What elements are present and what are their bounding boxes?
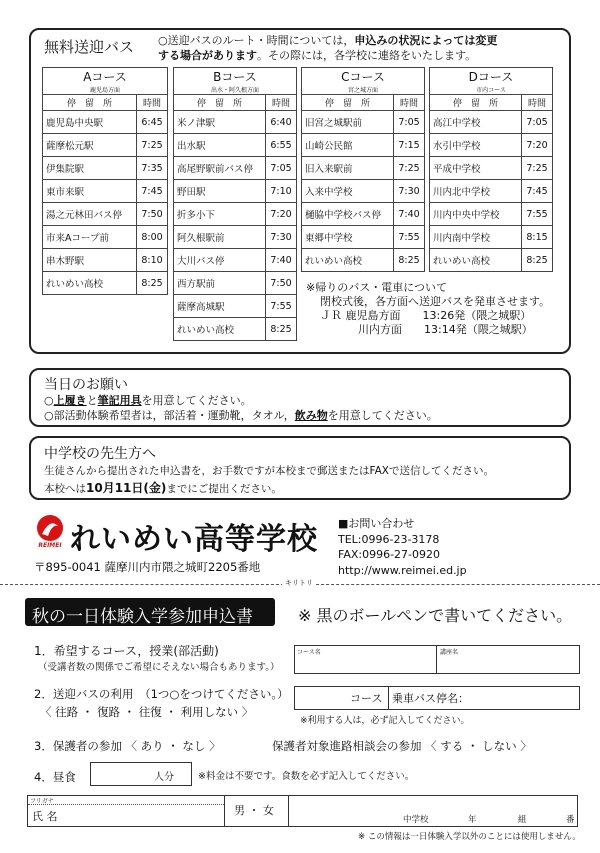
stop-row [174,249,297,272]
stop-row [174,157,297,180]
stop-name: 西方駅前 [174,272,266,295]
stop-row [302,203,425,226]
stop-name: 鹿児島中央駅 [43,111,137,134]
q2-options[interactable]: 〈 往路 ・ 復路 ・ 往復 ・ 利用しない 〉 [40,705,254,719]
stop-time: 8:25 [137,272,168,295]
stop-time: 7:25 [394,157,425,180]
stop-row [302,111,425,134]
stop-name: 山崎公民館 [302,134,394,157]
stop-row [174,111,297,134]
stop-time: 8:25 [522,249,553,272]
stop-time: 7:20 [266,203,297,226]
stop-row [302,180,425,203]
stop-name: 樋脇中学校バス停 [302,203,394,226]
q2-label: 2．送迎バスの利用 （1つ○をつけてください。） [34,687,289,701]
contact-info: ■お問い合わせ TEL:0996-23-3178 FAX:0996-27-0920 http://www.reimei.ed.jp [338,517,467,577]
stop-name: 平成中学校 [430,157,522,180]
stop-row [43,203,168,226]
form-title: 秋の一日体験入学参加申込書 [32,607,253,627]
stop-name: 薩摩松元駅 [43,134,137,157]
stop-row [174,226,297,249]
gender-options[interactable]: 男 ・ 女 [234,804,274,817]
bus-note: ※利用する人は，必ず記入してください。 [300,716,470,726]
bus-stop-divider [388,686,389,709]
stop-row [43,226,168,249]
stop-time: 7:50 [266,272,297,295]
stop-name: 川内中央中学校 [430,203,522,226]
stop-name: 薩摩高城駅 [174,295,266,318]
bus-table-course-a [42,67,168,295]
stop-name: れいめい高校 [430,249,522,272]
stop-row [174,318,297,341]
stop-time: 8:00 [137,226,168,249]
stop-time: 8:10 [137,249,168,272]
stop-row [302,134,425,157]
name-field[interactable] [27,795,578,827]
stop-name: 旧入来駅前 [302,157,394,180]
lunch-unit: 人分 [154,772,174,783]
q1-label: 1．希望するコース，授業(部活動) [34,644,219,658]
stop-row [174,295,297,318]
stop-row [430,134,553,157]
stop-name: 東郷中学校 [302,226,394,249]
stop-time: 7:25 [137,134,168,157]
stop-name: 市来Aコープ前 [43,226,137,249]
stop-time: 8:15 [522,226,553,249]
bus-table-course-b [173,67,297,341]
course-direction: 市内コース [430,85,553,95]
request-line-2: ○部活動体験希望者は，部活着・運動靴，タオル，飲み物を用意してください。 [44,409,438,422]
name-field-furigana-line [28,804,224,805]
name-field-divider-1 [224,795,225,826]
number-label: 番 [566,815,575,825]
stop-header: 停 留 所 [430,95,522,111]
year-label: 年 [468,815,477,825]
stop-time: 7:45 [522,180,553,203]
class-name-label: 講座名 [440,649,459,656]
privacy-note: ※ この情報は一日体験入学以外のことには使用しません。 [358,832,581,842]
stop-time: 7:15 [394,134,425,157]
return-info: ※帰りのバス・電車について 閉校式後，各方面へ送迎バスを発車させます。 ＪＲ 鹿児島方面 13:26発（隈之城駅） 川内方面 13:14発（隈之城駅） [306,281,551,336]
stop-time: 7:05 [266,157,297,180]
stop-time: 7:30 [394,180,425,203]
stop-time: 6:40 [266,111,297,134]
stop-name: れいめい高校 [302,249,394,272]
stop-row [43,134,168,157]
q1-note: （受講者数の関係でご希望にそえない場合もあります。） [38,662,280,673]
stop-name: 川内南中学校 [430,226,522,249]
lunch-note: ※料金は不要です。食数を必ず記入してください。 [198,771,415,782]
stop-row [43,272,168,295]
stop-time: 6:45 [137,111,168,134]
stop-name: 高江中学校 [430,111,522,134]
stop-time: 7:55 [522,203,553,226]
cut-line-label: キリトリ [282,578,316,588]
jhs-label: 中学校 [403,815,429,825]
school-logo-text: REIMEI [38,542,62,549]
course-label: コース [350,692,383,705]
stop-time: 7:55 [266,295,297,318]
stop-header: 停 留 所 [174,95,266,111]
bus-table-course-d [429,67,553,272]
furigana-label: フリガナ [30,798,54,805]
stop-row [174,272,297,295]
stop-name: 川内北中学校 [430,180,522,203]
teachers-title: 中学校の先生方へ [44,446,156,462]
stop-name: 入来中学校 [302,180,394,203]
stop-row [43,111,168,134]
course-name: Bコース [174,68,297,86]
stop-name: れいめい高校 [43,272,137,295]
stop-row [302,249,425,272]
stop-row [430,111,553,134]
stop-row [43,180,168,203]
stop-name: 水引中学校 [430,134,522,157]
school-address: 〒895-0041 薩摩川内市隈之城町2205番地 [34,560,261,574]
stop-row [43,157,168,180]
stop-header: 停 留 所 [302,95,394,111]
course-field[interactable] [294,645,580,674]
stop-name: 大川バス停 [174,249,266,272]
class-label: 組 [518,815,527,825]
request-line-1: ○上履きと筆記用具を用意してください。 [44,394,252,407]
lunch-field[interactable] [90,762,192,786]
course-field-divider [436,645,437,673]
course-name: Aコース [43,68,168,86]
stop-name: 折多小下 [174,203,266,226]
school-name: れいめい高等学校 [70,522,318,557]
bus-title: 無料送迎バス [44,38,135,56]
stop-time: 7:40 [266,249,297,272]
pen-note: ※ 黒のボールペンで書いてください。 [298,606,573,625]
stop-name: 串木野駅 [43,249,137,272]
bus-table-course-c [301,67,425,272]
stop-time: 7:25 [522,157,553,180]
stop-time: 7:55 [394,226,425,249]
stop-name: 東市来駅 [43,180,137,203]
time-header: 時間 [137,95,168,111]
time-header: 時間 [522,95,553,111]
name-field-divider-2 [288,795,289,826]
stop-row [302,226,425,249]
course-name-label: コース名 [297,649,321,656]
q4-label: 4．昼食 [34,770,76,784]
school-logo [34,514,66,550]
stop-name: 米ノ津駅 [174,111,266,134]
stop-row [43,249,168,272]
stop-header: 停 留 所 [43,95,137,111]
stop-time: 7:40 [394,203,425,226]
stop-time: 7:10 [266,180,297,203]
stop-row [174,180,297,203]
bus-notice: ○送迎バスのルート・時間については，申込みの状況によっては変更 する場合があります。その際には，各学校に連絡をいたします。 [158,34,498,62]
teachers-line-1: 生徒さんから提出された申込書を，お手数ですが本校まで郵送またはFAXで送信してください。 [44,465,494,477]
stop-row [430,203,553,226]
stop-time: 7:45 [137,180,168,203]
course-name: Cコース [302,68,425,86]
stop-time: 7:30 [266,226,297,249]
stop-name: 出水駅 [174,134,266,157]
stop-time: 7:05 [394,111,425,134]
stop-time: 7:35 [137,157,168,180]
stop-row [430,180,553,203]
stop-name: 旧宮之城駅前 [302,111,394,134]
stop-name: 高尾野駅前バス停 [174,157,266,180]
stop-time: 8:25 [394,249,425,272]
stop-time: 6:55 [266,134,297,157]
stop-row [302,157,425,180]
teachers-line-2: 本校へは10月11日(金)までにご提出ください。 [44,481,282,495]
stop-name: れいめい高校 [174,318,266,341]
stop-name: 伊集院駅 [43,157,137,180]
stop-row [174,203,297,226]
bus-stop-label: 乗車バス停名： [392,692,469,705]
q3b-label[interactable]: 保護者対象進路相談会の参加 〈 する ・ しない 〉 [272,739,532,753]
stop-name: 野田駅 [174,180,266,203]
stop-row [430,249,553,272]
stop-row [430,226,553,249]
stop-row [430,157,553,180]
request-title: 当日のお願い [44,377,128,393]
stop-time: 7:20 [522,134,553,157]
q3-label[interactable]: 3．保護者の参加 〈 あり ・ なし 〉 [34,739,221,753]
stop-name: 湯之元林田バス停 [43,203,137,226]
course-direction: 鹿児島方面 [43,85,168,95]
name-label: 氏 名 [32,810,58,823]
stop-time: 8:25 [266,318,297,341]
time-header: 時間 [266,95,297,111]
course-name: Dコース [430,68,553,86]
course-direction: 宮之城方面 [302,85,425,95]
stop-time: 7:05 [522,111,553,134]
stop-time: 7:50 [137,203,168,226]
stop-name: 阿久根駅前 [174,226,266,249]
stop-row [174,134,297,157]
course-direction: 出水・阿久根方面 [174,85,297,95]
time-header: 時間 [394,95,425,111]
